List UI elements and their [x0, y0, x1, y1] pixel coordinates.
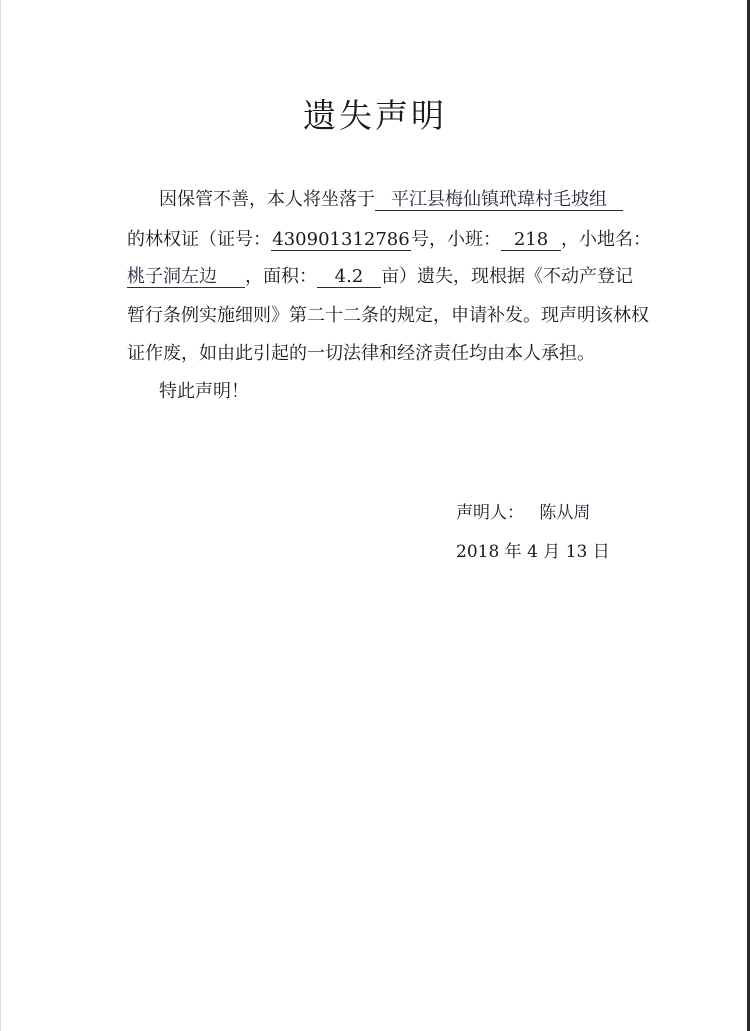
place-name-field: 桃子洞左边: [127, 266, 245, 288]
body-line-3: [127, 265, 633, 289]
scan-edge-left: [0, 0, 1, 1031]
declarant-signature: 陈从周: [539, 503, 591, 523]
line2-mid: 号，小班：: [411, 229, 501, 250]
location-field: 平江县梅仙镇玳瑋村毛坡组: [375, 189, 623, 211]
declarant-label: 声明人：: [456, 503, 524, 523]
line3-suffix: 亩）遗失，现根据《不动产登记: [381, 266, 633, 287]
document-title: 遗失声明: [303, 96, 447, 135]
body-line-1: [159, 188, 623, 212]
body-line-5: 证作废，如由此引起的一切法律和经济责任均由本人承担。: [127, 343, 595, 364]
body-line-2: [127, 228, 651, 252]
line2-suffix: ，小地名：: [561, 229, 651, 250]
closing-text: 特此声明！: [159, 381, 249, 402]
line3-mid: ，面积：: [245, 266, 317, 287]
sub-class-field: 218: [501, 229, 561, 251]
cert-number-field: 430901312786: [272, 229, 410, 250]
body-line-4: 暂行条例实施细则》第二十二条的规定，申请补发。现声明该林权: [127, 305, 649, 326]
line2-prefix: 的林权证（证号：: [127, 229, 271, 250]
line1-prefix: 因保管不善，本人将坐落于: [159, 189, 375, 210]
declarant-line: [456, 498, 590, 523]
area-field: 4.2: [317, 266, 381, 288]
declaration-date: 2018 年 4 月 13 日: [456, 542, 610, 562]
